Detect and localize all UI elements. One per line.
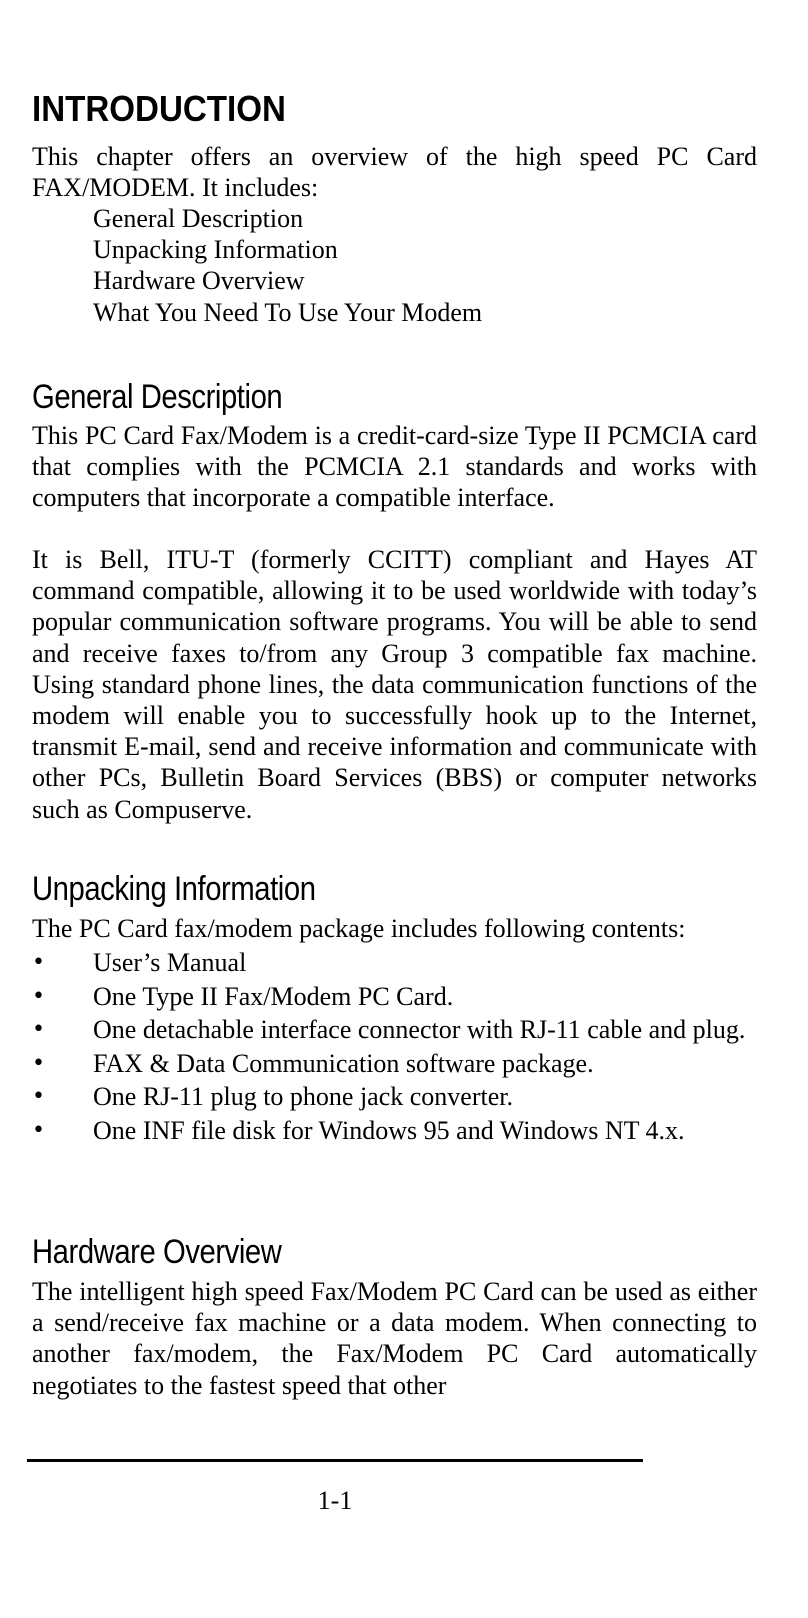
bullet-icon: • — [32, 983, 45, 1009]
list-item-text: FAX & Data Communication software package. — [93, 1048, 594, 1078]
contents-item: What You Need To Use Your Modem — [93, 297, 483, 327]
contents-item: Unpacking Information — [93, 235, 338, 265]
list-item-text: One INF file disk for Windows 95 and Windows NT 4.x. — [93, 1115, 685, 1145]
bullet-icon: • — [32, 1050, 45, 1076]
hardware-overview-heading: Hardware Overview — [32, 1233, 282, 1271]
list-item — [32, 948, 757, 977]
intro-heading: INTRODUCTION — [32, 88, 286, 129]
bullet-icon: • — [32, 1117, 45, 1143]
general-description-paragraph-2: It is Bell, ITU-T (formerly CCITT) compliant and Hayes AT command compatible, allowing it to be used worldwide with today’s popular communication software programs. You will be able to send and receive faxes to/from any Group 3 compatible fax machine. Using standard phone lines, the data communication functions of the modem will enable you to successfully hook up to the Internet, transmit E-mail, send and receive information and communicate with other PCs, Bulletin Board Services (BBS) or computer networks such as Compuserve. — [32, 545, 757, 824]
list-item-text: One RJ-11 plug to phone jack converter. — [93, 1082, 513, 1111]
list-item — [32, 1082, 757, 1111]
bullet-icon: • — [32, 950, 45, 975]
unpacking-information-heading: Unpacking Information — [32, 870, 316, 908]
contents-item: Hardware Overview — [93, 266, 305, 296]
intro-text: This chapter offers an overview of the high speed PC Card FAX/MODEM. It includes: — [32, 142, 757, 203]
bullet-icon: • — [32, 1017, 45, 1042]
footer-rule — [27, 1459, 643, 1462]
general-description-paragraph-1: This PC Card Fax/Modem is a credit-card-size Type II PCMCIA card that complies with the PCMCIA 2.1 standards and works with computers that incorporate a compatible interface. — [32, 421, 757, 513]
package-contents-list — [32, 948, 757, 1149]
bullet-icon: • — [32, 1084, 45, 1109]
list-item — [32, 1116, 757, 1145]
chapter-contents-list — [93, 203, 482, 328]
unpacking-intro-text: The PC Card fax/modem package includes following contents: — [32, 914, 686, 943]
list-item-text: One Type II Fax/Modem PC Card. — [93, 981, 454, 1011]
page-number: 1-1 — [317, 1486, 353, 1515]
list-item-text: One detachable interface connector with RJ-11 cable and plug. — [93, 1015, 746, 1044]
hardware-overview-paragraph: The intelligent high speed Fax/Modem PC Card can be used as either a send/receive fax machine or a data modem. When connecting to another fax/modem, the Fax/Modem PC Card automatically negotiates to the fastest speed that other — [32, 1277, 757, 1400]
general-description-heading: General Description — [32, 378, 283, 416]
list-item-text: User’s Manual — [93, 948, 247, 977]
contents-item: General Description — [93, 204, 304, 233]
list-item — [32, 1015, 757, 1044]
list-item — [32, 982, 757, 1011]
list-item — [32, 1049, 757, 1078]
